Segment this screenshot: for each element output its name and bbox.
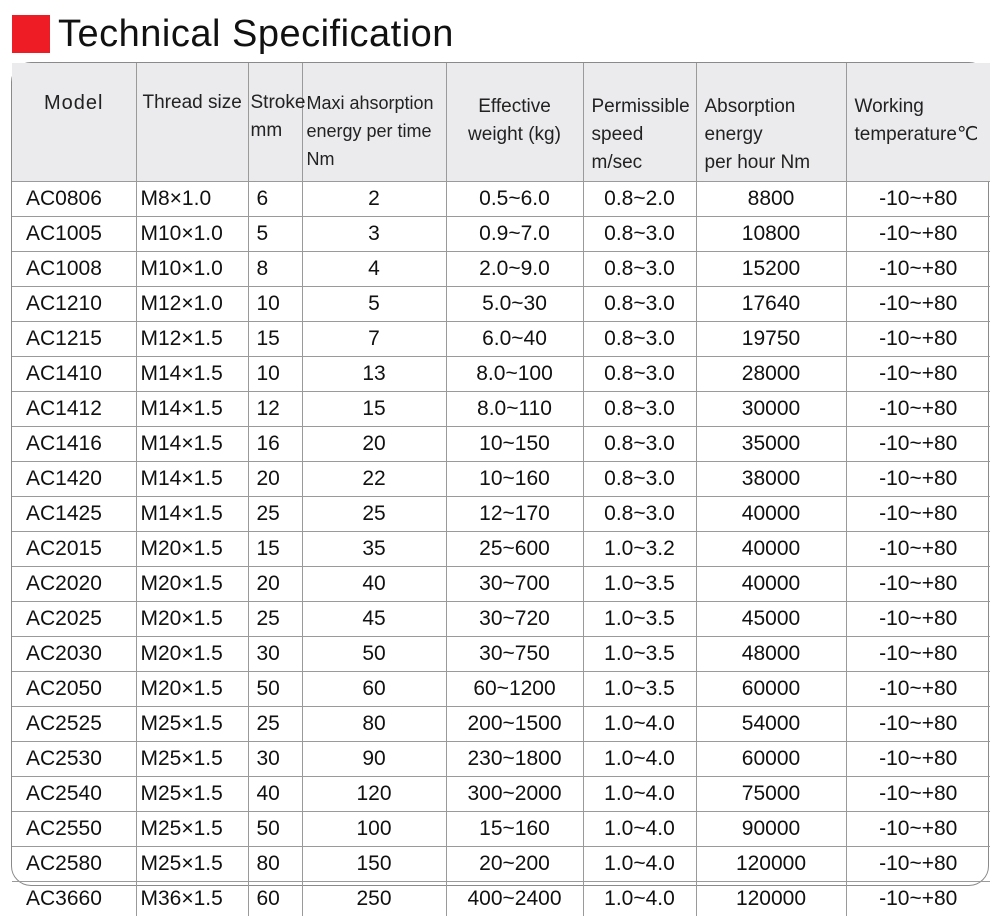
cell-effective-weight: 230~1800: [446, 742, 583, 777]
cell-absorption-per-hour: 120000: [696, 882, 846, 916]
cell-model: AC2030: [12, 637, 136, 672]
cell-thread-size: M14×1.5: [136, 427, 248, 462]
cell-stroke: 20: [248, 567, 302, 602]
cell-effective-weight: 30~750: [446, 637, 583, 672]
table-row: [12, 812, 990, 847]
header-stroke: Stroke mm: [248, 63, 302, 182]
cell-absorption-per-hour: 8800: [696, 182, 846, 217]
cell-stroke: 25: [248, 602, 302, 637]
cell-max-absorption: 60: [302, 672, 446, 707]
cell-model: AC2015: [12, 532, 136, 567]
table-row: [12, 462, 990, 497]
cell-max-absorption: 5: [302, 287, 446, 322]
cell-effective-weight: 20~200: [446, 847, 583, 882]
cell-permissible-speed: 1.0~4.0: [583, 882, 696, 916]
cell-working-temperature: -10~+80: [846, 812, 990, 847]
cell-model: AC2540: [12, 777, 136, 812]
cell-absorption-per-hour: 45000: [696, 602, 846, 637]
table-row: [12, 357, 990, 392]
cell-model: AC1425: [12, 497, 136, 532]
cell-max-absorption: 90: [302, 742, 446, 777]
cell-working-temperature: -10~+80: [846, 322, 990, 357]
cell-model: AC2050: [12, 672, 136, 707]
spec-table: [12, 63, 990, 916]
table-row: [12, 847, 990, 882]
cell-max-absorption: 2: [302, 182, 446, 217]
cell-permissible-speed: 1.0~3.5: [583, 567, 696, 602]
cell-working-temperature: -10~+80: [846, 182, 990, 217]
spec-table-container: [11, 62, 989, 886]
cell-thread-size: M20×1.5: [136, 637, 248, 672]
cell-absorption-per-hour: 48000: [696, 637, 846, 672]
cell-model: AC2020: [12, 567, 136, 602]
cell-effective-weight: 2.0~9.0: [446, 252, 583, 287]
cell-model: AC1416: [12, 427, 136, 462]
table-row: [12, 882, 990, 916]
cell-permissible-speed: 1.0~4.0: [583, 847, 696, 882]
cell-thread-size: M36×1.5: [136, 882, 248, 916]
cell-max-absorption: 7: [302, 322, 446, 357]
cell-permissible-speed: 0.8~2.0: [583, 182, 696, 217]
cell-model: AC2580: [12, 847, 136, 882]
cell-max-absorption: 4: [302, 252, 446, 287]
header-working-temperature: Working temperature℃: [846, 63, 990, 182]
cell-max-absorption: 40: [302, 567, 446, 602]
table-row: [12, 252, 990, 287]
cell-permissible-speed: 0.8~3.0: [583, 287, 696, 322]
cell-effective-weight: 200~1500: [446, 707, 583, 742]
cell-max-absorption: 80: [302, 707, 446, 742]
cell-absorption-per-hour: 35000: [696, 427, 846, 462]
header-model: Model: [12, 63, 136, 182]
table-row: [12, 182, 990, 217]
cell-model: AC1210: [12, 287, 136, 322]
cell-max-absorption: 25: [302, 497, 446, 532]
table-row: [12, 532, 990, 567]
cell-thread-size: M12×1.0: [136, 287, 248, 322]
table-row: [12, 322, 990, 357]
cell-permissible-speed: 1.0~3.5: [583, 637, 696, 672]
cell-stroke: 25: [248, 497, 302, 532]
cell-max-absorption: 45: [302, 602, 446, 637]
cell-thread-size: M14×1.5: [136, 392, 248, 427]
cell-permissible-speed: 1.0~4.0: [583, 777, 696, 812]
cell-working-temperature: -10~+80: [846, 427, 990, 462]
cell-permissible-speed: 1.0~3.2: [583, 532, 696, 567]
table-row: [12, 777, 990, 812]
cell-model: AC1412: [12, 392, 136, 427]
cell-effective-weight: 0.9~7.0: [446, 217, 583, 252]
cell-absorption-per-hour: 120000: [696, 847, 846, 882]
cell-permissible-speed: 0.8~3.0: [583, 252, 696, 287]
cell-working-temperature: -10~+80: [846, 567, 990, 602]
cell-model: AC1420: [12, 462, 136, 497]
page-title: Technical Specification: [58, 14, 454, 54]
cell-working-temperature: -10~+80: [846, 777, 990, 812]
cell-working-temperature: -10~+80: [846, 217, 990, 252]
cell-absorption-per-hour: 30000: [696, 392, 846, 427]
cell-thread-size: M10×1.0: [136, 252, 248, 287]
cell-stroke: 5: [248, 217, 302, 252]
cell-permissible-speed: 1.0~3.5: [583, 602, 696, 637]
cell-effective-weight: 15~160: [446, 812, 583, 847]
header-permissible-speed: Permissible speed m/sec: [583, 63, 696, 182]
cell-effective-weight: 300~2000: [446, 777, 583, 812]
cell-stroke: 12: [248, 392, 302, 427]
cell-stroke: 8: [248, 252, 302, 287]
header-max-absorption: Maxi ahsorption energy per time Nm: [302, 63, 446, 182]
cell-max-absorption: 20: [302, 427, 446, 462]
cell-max-absorption: 15: [302, 392, 446, 427]
cell-stroke: 10: [248, 357, 302, 392]
cell-absorption-per-hour: 17640: [696, 287, 846, 322]
cell-permissible-speed: 1.0~4.0: [583, 707, 696, 742]
cell-model: AC1008: [12, 252, 136, 287]
cell-stroke: 60: [248, 882, 302, 916]
cell-absorption-per-hour: 10800: [696, 217, 846, 252]
spec-table-body: [12, 182, 990, 916]
cell-stroke: 25: [248, 707, 302, 742]
cell-effective-weight: 0.5~6.0: [446, 182, 583, 217]
red-square-icon: [12, 15, 50, 53]
cell-model: AC2025: [12, 602, 136, 637]
cell-thread-size: M25×1.5: [136, 707, 248, 742]
cell-effective-weight: 8.0~110: [446, 392, 583, 427]
cell-thread-size: M25×1.5: [136, 812, 248, 847]
cell-absorption-per-hour: 28000: [696, 357, 846, 392]
cell-working-temperature: -10~+80: [846, 287, 990, 322]
cell-working-temperature: -10~+80: [846, 357, 990, 392]
cell-max-absorption: 3: [302, 217, 446, 252]
cell-model: AC3660: [12, 882, 136, 916]
cell-model: AC2530: [12, 742, 136, 777]
cell-thread-size: M20×1.5: [136, 532, 248, 567]
cell-stroke: 30: [248, 637, 302, 672]
cell-thread-size: M20×1.5: [136, 567, 248, 602]
cell-working-temperature: -10~+80: [846, 672, 990, 707]
cell-absorption-per-hour: 40000: [696, 497, 846, 532]
cell-effective-weight: 8.0~100: [446, 357, 583, 392]
cell-max-absorption: 50: [302, 637, 446, 672]
header-row: [12, 63, 990, 182]
cell-model: AC0806: [12, 182, 136, 217]
cell-effective-weight: 5.0~30: [446, 287, 583, 322]
header-thread-size: Thread size: [136, 63, 248, 182]
cell-effective-weight: 60~1200: [446, 672, 583, 707]
cell-thread-size: M14×1.5: [136, 357, 248, 392]
cell-thread-size: M20×1.5: [136, 672, 248, 707]
cell-effective-weight: 30~720: [446, 602, 583, 637]
cell-stroke: 15: [248, 532, 302, 567]
cell-permissible-speed: 1.0~3.5: [583, 672, 696, 707]
cell-stroke: 50: [248, 812, 302, 847]
cell-thread-size: M25×1.5: [136, 847, 248, 882]
cell-thread-size: M14×1.5: [136, 462, 248, 497]
cell-absorption-per-hour: 60000: [696, 672, 846, 707]
cell-working-temperature: -10~+80: [846, 707, 990, 742]
table-row: [12, 427, 990, 462]
cell-absorption-per-hour: 90000: [696, 812, 846, 847]
cell-absorption-per-hour: 38000: [696, 462, 846, 497]
table-row: [12, 497, 990, 532]
cell-max-absorption: 250: [302, 882, 446, 916]
cell-permissible-speed: 1.0~4.0: [583, 742, 696, 777]
cell-thread-size: M8×1.0: [136, 182, 248, 217]
cell-max-absorption: 22: [302, 462, 446, 497]
cell-thread-size: M20×1.5: [136, 602, 248, 637]
header-effective-weight: Effective weight (kg): [446, 63, 583, 182]
cell-permissible-speed: 0.8~3.0: [583, 497, 696, 532]
cell-thread-size: M14×1.5: [136, 497, 248, 532]
cell-permissible-speed: 0.8~3.0: [583, 427, 696, 462]
cell-working-temperature: -10~+80: [846, 532, 990, 567]
cell-permissible-speed: 0.8~3.0: [583, 462, 696, 497]
cell-stroke: 10: [248, 287, 302, 322]
cell-absorption-per-hour: 54000: [696, 707, 846, 742]
table-row: [12, 287, 990, 322]
cell-absorption-per-hour: 40000: [696, 567, 846, 602]
table-row: [12, 217, 990, 252]
cell-working-temperature: -10~+80: [846, 497, 990, 532]
cell-model: AC1005: [12, 217, 136, 252]
cell-max-absorption: 13: [302, 357, 446, 392]
cell-absorption-per-hour: 60000: [696, 742, 846, 777]
cell-absorption-per-hour: 15200: [696, 252, 846, 287]
cell-effective-weight: 10~160: [446, 462, 583, 497]
cell-stroke: 16: [248, 427, 302, 462]
cell-absorption-per-hour: 40000: [696, 532, 846, 567]
table-row: [12, 392, 990, 427]
cell-effective-weight: 12~170: [446, 497, 583, 532]
cell-working-temperature: -10~+80: [846, 847, 990, 882]
cell-effective-weight: 6.0~40: [446, 322, 583, 357]
cell-working-temperature: -10~+80: [846, 462, 990, 497]
cell-effective-weight: 30~700: [446, 567, 583, 602]
cell-stroke: 80: [248, 847, 302, 882]
cell-permissible-speed: 0.8~3.0: [583, 217, 696, 252]
table-row: [12, 707, 990, 742]
table-row: [12, 602, 990, 637]
cell-model: AC2550: [12, 812, 136, 847]
cell-working-temperature: -10~+80: [846, 742, 990, 777]
cell-thread-size: M25×1.5: [136, 742, 248, 777]
cell-max-absorption: 35: [302, 532, 446, 567]
cell-working-temperature: -10~+80: [846, 252, 990, 287]
cell-effective-weight: 25~600: [446, 532, 583, 567]
cell-effective-weight: 10~150: [446, 427, 583, 462]
cell-thread-size: M25×1.5: [136, 777, 248, 812]
cell-effective-weight: 400~2400: [446, 882, 583, 916]
header-absorption-per-hour: Absorption energy per hour Nm: [696, 63, 846, 182]
table-row: [12, 637, 990, 672]
table-row: [12, 672, 990, 707]
cell-model: AC2525: [12, 707, 136, 742]
table-row: [12, 742, 990, 777]
cell-model: AC1215: [12, 322, 136, 357]
cell-working-temperature: -10~+80: [846, 882, 990, 916]
cell-permissible-speed: 0.8~3.0: [583, 322, 696, 357]
cell-stroke: 50: [248, 672, 302, 707]
cell-absorption-per-hour: 19750: [696, 322, 846, 357]
cell-absorption-per-hour: 75000: [696, 777, 846, 812]
cell-max-absorption: 120: [302, 777, 446, 812]
cell-thread-size: M10×1.0: [136, 217, 248, 252]
cell-stroke: 40: [248, 777, 302, 812]
cell-stroke: 20: [248, 462, 302, 497]
table-row: [12, 567, 990, 602]
cell-stroke: 30: [248, 742, 302, 777]
cell-working-temperature: -10~+80: [846, 637, 990, 672]
cell-stroke: 15: [248, 322, 302, 357]
cell-thread-size: M12×1.5: [136, 322, 248, 357]
cell-permissible-speed: 0.8~3.0: [583, 357, 696, 392]
cell-permissible-speed: 0.8~3.0: [583, 392, 696, 427]
cell-working-temperature: -10~+80: [846, 602, 990, 637]
cell-permissible-speed: 1.0~4.0: [583, 812, 696, 847]
cell-max-absorption: 150: [302, 847, 446, 882]
cell-working-temperature: -10~+80: [846, 392, 990, 427]
cell-model: AC1410: [12, 357, 136, 392]
cell-max-absorption: 100: [302, 812, 446, 847]
cell-stroke: 6: [248, 182, 302, 217]
title-bar: [12, 12, 454, 56]
